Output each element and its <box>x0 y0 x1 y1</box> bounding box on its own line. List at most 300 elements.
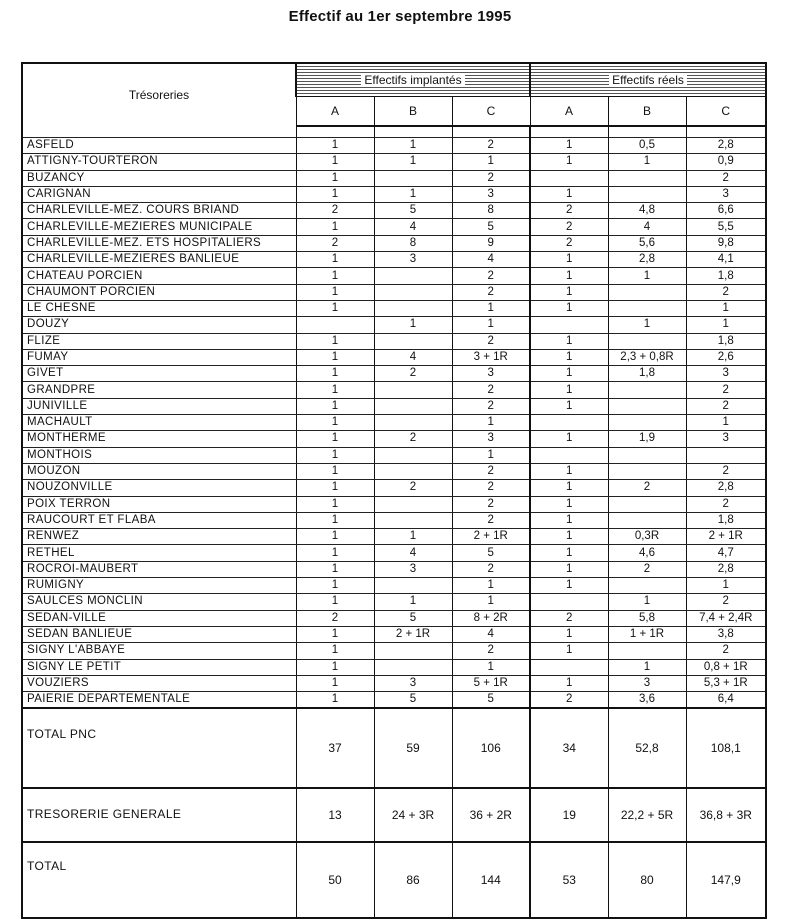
cell-value: 8 + 2R <box>452 610 530 626</box>
table-row <box>22 431 766 447</box>
cell-value: 1 <box>530 300 608 316</box>
table-row <box>22 186 766 202</box>
row-label: MONTHERME <box>22 431 296 447</box>
cell-value: 5 <box>374 692 452 709</box>
row-label: TOTAL <box>22 842 296 918</box>
cell-value <box>374 333 452 349</box>
row-label: RAUCOURT ET FLABA <box>22 512 296 528</box>
cell-value <box>530 659 608 675</box>
cell-value <box>608 284 686 300</box>
cell-value <box>608 300 686 316</box>
row-label: NOUZONVILLE <box>22 480 296 496</box>
cell-value: 2 <box>686 643 766 659</box>
staffing-table <box>21 62 767 919</box>
cell-value: 1 <box>608 268 686 284</box>
cell-value: 2 <box>452 398 530 414</box>
cell-value <box>374 659 452 675</box>
cell-value <box>608 643 686 659</box>
cell-value <box>608 447 686 463</box>
cell-value: 4 <box>374 545 452 561</box>
cell-value: 1 <box>296 692 374 709</box>
table-row <box>22 626 766 642</box>
page-title: Effectif au 1er septembre 1995 <box>288 8 512 25</box>
row-label: CHARLEVILLE-MEZ. ETS HOSPITALIERS <box>22 235 296 251</box>
cell-value <box>374 463 452 479</box>
row-label: RETHEL <box>22 545 296 561</box>
cell-value: 0,3R <box>608 529 686 545</box>
cell-value: 1 <box>296 284 374 300</box>
cell-value: 1 <box>296 512 374 528</box>
cell-value: 5 <box>374 203 452 219</box>
row-label: JUNIVILLE <box>22 398 296 414</box>
row-label: CHARLEVILLE-MEZ. COURS BRIAND <box>22 203 296 219</box>
col-header-implantes-c: C <box>452 97 530 127</box>
cell-value: 1 <box>530 349 608 365</box>
cell-value: 36 + 2R <box>452 788 530 842</box>
cell-value: 1 <box>530 252 608 268</box>
table-row <box>22 219 766 235</box>
cell-value: 1,8 <box>686 333 766 349</box>
cell-value: 2 <box>530 219 608 235</box>
cell-value: 5 <box>452 692 530 709</box>
cell-value: 1,8 <box>686 268 766 284</box>
table-row <box>22 333 766 349</box>
cell-value: 1 <box>530 398 608 414</box>
cell-value <box>608 415 686 431</box>
cell-value: 1 <box>530 463 608 479</box>
cell-value <box>374 284 452 300</box>
cell-value: 1 <box>452 659 530 675</box>
cell-value: 9,8 <box>686 235 766 251</box>
row-label: ATTIGNY-TOURTERON <box>22 154 296 170</box>
table-row <box>22 545 766 561</box>
cell-value: 108,1 <box>686 708 766 788</box>
cell-value: 1 <box>296 463 374 479</box>
row-label: LE CHESNE <box>22 300 296 316</box>
cell-value: 1 <box>296 496 374 512</box>
cell-value: 2,3 + 0,8R <box>608 349 686 365</box>
cell-value <box>374 643 452 659</box>
cell-value: 1 <box>530 496 608 512</box>
cell-value: 1 <box>530 284 608 300</box>
cell-value: 1 <box>296 675 374 691</box>
cell-value <box>374 512 452 528</box>
cell-value: 1 <box>530 512 608 528</box>
row-label: BUZANCY <box>22 170 296 186</box>
cell-value: 1 <box>530 529 608 545</box>
cell-value: 2 <box>686 496 766 512</box>
cell-value: 1 <box>530 480 608 496</box>
cell-value: 5 <box>452 219 530 235</box>
cell-value: 4,1 <box>686 252 766 268</box>
cell-value: 2 <box>608 561 686 577</box>
row-label: ROCROI-MAUBERT <box>22 561 296 577</box>
cell-value: 4 <box>452 252 530 268</box>
row-label: SAULCES MONCLIN <box>22 594 296 610</box>
row-label: FLIZE <box>22 333 296 349</box>
cell-value: 0,8 + 1R <box>686 659 766 675</box>
table-row <box>22 284 766 300</box>
cell-value: 1 <box>608 154 686 170</box>
row-label: PAIERIE DEPARTEMENTALE <box>22 692 296 709</box>
table-row <box>22 480 766 496</box>
cell-value: 1 <box>296 300 374 316</box>
cell-value: 1 <box>296 594 374 610</box>
cell-value: 0,9 <box>686 154 766 170</box>
cell-value: 5,5 <box>686 219 766 235</box>
cell-value: 2 <box>530 692 608 709</box>
tresoreries-header: Trésoreries <box>22 63 296 126</box>
row-label: MACHAULT <box>22 415 296 431</box>
cell-value: 13 <box>296 788 374 842</box>
col-header-reels-c: C <box>686 97 766 127</box>
row-label: SEDAN BANLIEUE <box>22 626 296 642</box>
cell-value: 5,6 <box>608 235 686 251</box>
cell-value: 2,8 <box>686 138 766 154</box>
table-row <box>22 317 766 333</box>
effectifs-implantes-header: Effectifs implantés <box>296 63 530 97</box>
col-header-reels-a: A <box>530 97 608 127</box>
table-row <box>22 138 766 154</box>
cell-value <box>608 382 686 398</box>
cell-value: 5 + 1R <box>452 675 530 691</box>
cell-value: 2 <box>374 366 452 382</box>
cell-value: 4 <box>374 349 452 365</box>
cell-value <box>530 317 608 333</box>
cell-value: 1 <box>686 300 766 316</box>
cell-value: 1 <box>608 317 686 333</box>
cell-value: 2 <box>296 610 374 626</box>
cell-value <box>530 447 608 463</box>
cell-value: 1 <box>374 186 452 202</box>
row-label: RENWEZ <box>22 529 296 545</box>
table-row <box>22 415 766 431</box>
cell-value: 1 <box>530 268 608 284</box>
cell-value: 1 <box>452 317 530 333</box>
row-label: CARIGNAN <box>22 186 296 202</box>
cell-value: 2 <box>608 480 686 496</box>
effectifs-reels-header: Effectifs réels <box>530 63 766 97</box>
col-header-reels-b: B <box>608 97 686 127</box>
table-row <box>22 203 766 219</box>
cell-value: 0,5 <box>608 138 686 154</box>
cell-value <box>608 512 686 528</box>
cell-value: 147,9 <box>686 842 766 918</box>
cell-value: 1 <box>296 659 374 675</box>
cell-value: 2 + 1R <box>686 529 766 545</box>
cell-value: 2,8 <box>686 561 766 577</box>
cell-value: 2 <box>452 512 530 528</box>
cell-value <box>530 415 608 431</box>
table-row <box>22 382 766 398</box>
cell-value <box>608 578 686 594</box>
table-row <box>22 235 766 251</box>
cell-value: 7,4 + 2,4R <box>686 610 766 626</box>
cell-value: 1,9 <box>608 431 686 447</box>
cell-value: 106 <box>452 708 530 788</box>
row-label: POIX TERRON <box>22 496 296 512</box>
cell-value <box>686 447 766 463</box>
cell-value: 3 <box>686 431 766 447</box>
cell-value: 1 <box>296 186 374 202</box>
cell-value: 52,8 <box>608 708 686 788</box>
total-row <box>22 708 766 788</box>
cell-value <box>608 496 686 512</box>
cell-value: 9 <box>452 235 530 251</box>
row-label: CHARLEVILLE-MEZIERES MUNICIPALE <box>22 219 296 235</box>
row-label: CHATEAU PORCIEN <box>22 268 296 284</box>
cell-value: 22,2 + 5R <box>608 788 686 842</box>
cell-value: 1 <box>296 138 374 154</box>
cell-value: 1 <box>374 594 452 610</box>
cell-value <box>374 447 452 463</box>
row-label: SIGNY LE PETIT <box>22 659 296 675</box>
cell-value: 1 <box>530 333 608 349</box>
cell-value: 2 <box>452 463 530 479</box>
table-row <box>22 610 766 626</box>
cell-value: 1 <box>296 268 374 284</box>
cell-value: 1 <box>296 333 374 349</box>
cell-value: 1 <box>296 154 374 170</box>
cell-value: 2 <box>452 561 530 577</box>
col-header-implantes-a: A <box>296 97 374 127</box>
cell-value <box>530 594 608 610</box>
total-row <box>22 842 766 918</box>
cell-value: 3 <box>686 186 766 202</box>
cell-value: 2 <box>296 203 374 219</box>
cell-value: 4 <box>374 219 452 235</box>
cell-value <box>374 496 452 512</box>
row-label: CHAUMONT PORCIEN <box>22 284 296 300</box>
cell-value: 2 <box>686 284 766 300</box>
table-row <box>22 675 766 691</box>
row-label: VOUZIERS <box>22 675 296 691</box>
cell-value: 1 <box>296 349 374 365</box>
cell-value: 24 + 3R <box>374 788 452 842</box>
cell-value <box>374 382 452 398</box>
cell-value: 1 <box>530 626 608 642</box>
cell-value: 1 <box>296 431 374 447</box>
cell-value: 4 <box>452 626 530 642</box>
table-row <box>22 692 766 709</box>
table-row <box>22 643 766 659</box>
table-row <box>22 268 766 284</box>
cell-value: 144 <box>452 842 530 918</box>
cell-value <box>608 463 686 479</box>
cell-value: 2 + 1R <box>374 626 452 642</box>
cell-value: 2,6 <box>686 349 766 365</box>
cell-value: 1 <box>530 382 608 398</box>
table-row <box>22 447 766 463</box>
table-row <box>22 496 766 512</box>
col-header-implantes-b: B <box>374 97 452 127</box>
cell-value: 6,6 <box>686 203 766 219</box>
cell-value: 1 <box>452 154 530 170</box>
cell-value: 1 <box>296 643 374 659</box>
cell-value: 5,3 + 1R <box>686 675 766 691</box>
cell-value: 2 <box>452 138 530 154</box>
cell-value: 3,8 <box>686 626 766 642</box>
row-label: GRANDPRE <box>22 382 296 398</box>
row-label: TOTAL PNC <box>22 708 296 788</box>
cell-value: 1 <box>296 545 374 561</box>
row-label: RUMIGNY <box>22 578 296 594</box>
cell-value: 5,8 <box>608 610 686 626</box>
cell-value: 2 <box>686 463 766 479</box>
cell-value: 1 <box>452 447 530 463</box>
cell-value: 3 <box>452 366 530 382</box>
cell-value <box>374 578 452 594</box>
cell-value: 1 <box>452 415 530 431</box>
cell-value: 5 <box>452 545 530 561</box>
row-label: SEDAN-VILLE <box>22 610 296 626</box>
cell-value: 1 <box>530 675 608 691</box>
cell-value: 1 <box>296 529 374 545</box>
cell-value: 3 <box>374 675 452 691</box>
cell-value: 1 <box>374 138 452 154</box>
cell-value <box>374 268 452 284</box>
cell-value: 3 <box>452 431 530 447</box>
cell-value: 1,8 <box>686 512 766 528</box>
cell-value: 1 <box>686 317 766 333</box>
cell-value: 4,7 <box>686 545 766 561</box>
cell-value <box>374 300 452 316</box>
cell-value: 1 <box>374 317 452 333</box>
spacer-row <box>22 126 766 138</box>
cell-value: 2 <box>686 382 766 398</box>
cell-value: 1 <box>296 219 374 235</box>
cell-value: 1 <box>296 170 374 186</box>
cell-value <box>374 415 452 431</box>
cell-value: 1 <box>452 594 530 610</box>
cell-value <box>608 186 686 202</box>
table-row <box>22 659 766 675</box>
cell-value: 2 <box>530 203 608 219</box>
cell-value: 53 <box>530 842 608 918</box>
cell-value: 4,8 <box>608 203 686 219</box>
cell-value: 4 <box>608 219 686 235</box>
cell-value: 2 <box>296 235 374 251</box>
cell-value: 1 <box>452 300 530 316</box>
cell-value: 1 <box>296 366 374 382</box>
row-label: CHARLEVILLE-MEZIERES BANLIEUE <box>22 252 296 268</box>
cell-value: 1 <box>296 415 374 431</box>
row-label: FUMAY <box>22 349 296 365</box>
cell-value: 2 <box>374 431 452 447</box>
row-label: GIVET <box>22 366 296 382</box>
table-row <box>22 463 766 479</box>
table-row <box>22 398 766 414</box>
cell-value: 1 <box>296 382 374 398</box>
cell-value: 19 <box>530 788 608 842</box>
cell-value: 1 <box>530 561 608 577</box>
cell-value: 1 <box>530 138 608 154</box>
cell-value: 1 <box>296 480 374 496</box>
cell-value: 50 <box>296 842 374 918</box>
table-body <box>22 126 766 918</box>
table-row <box>22 366 766 382</box>
cell-value: 3 <box>686 366 766 382</box>
cell-value: 86 <box>374 842 452 918</box>
table-row <box>22 529 766 545</box>
cell-value: 2,8 <box>686 480 766 496</box>
cell-value: 1 <box>296 561 374 577</box>
table-row <box>22 512 766 528</box>
cell-value <box>374 398 452 414</box>
table-row <box>22 594 766 610</box>
cell-value <box>608 170 686 186</box>
cell-value: 3 <box>374 252 452 268</box>
cell-value: 1 <box>530 366 608 382</box>
cell-value: 1 <box>374 154 452 170</box>
cell-value: 1 <box>686 415 766 431</box>
cell-value: 2 <box>452 333 530 349</box>
cell-value: 1 <box>530 186 608 202</box>
cell-value: 2 <box>452 268 530 284</box>
cell-value: 1 <box>296 398 374 414</box>
cell-value: 1 <box>530 578 608 594</box>
row-label: SIGNY L'ABBAYE <box>22 643 296 659</box>
cell-value: 1 <box>296 252 374 268</box>
cell-value <box>530 170 608 186</box>
cell-value: 1 <box>686 578 766 594</box>
cell-value: 1 <box>530 643 608 659</box>
table-row <box>22 252 766 268</box>
cell-value: 3,6 <box>608 692 686 709</box>
cell-value: 1 <box>374 529 452 545</box>
table-row <box>22 154 766 170</box>
cell-value: 3 <box>608 675 686 691</box>
row-label: ASFELD <box>22 138 296 154</box>
cell-value: 2 <box>452 170 530 186</box>
table-row <box>22 578 766 594</box>
row-label: MOUZON <box>22 463 296 479</box>
cell-value: 4,6 <box>608 545 686 561</box>
row-label: MONTHOIS <box>22 447 296 463</box>
cell-value: 2 <box>374 480 452 496</box>
cell-value: 1 <box>296 447 374 463</box>
cell-value: 1 <box>296 578 374 594</box>
cell-value <box>296 317 374 333</box>
total-row <box>22 788 766 842</box>
cell-value: 36,8 + 3R <box>686 788 766 842</box>
cell-value <box>608 333 686 349</box>
cell-value: 1 <box>530 431 608 447</box>
cell-value <box>608 398 686 414</box>
cell-value: 8 <box>452 203 530 219</box>
cell-value: 1 <box>530 154 608 170</box>
cell-value: 2 <box>452 480 530 496</box>
cell-value: 1 <box>530 545 608 561</box>
cell-value: 1 + 1R <box>608 626 686 642</box>
cell-value: 2,8 <box>608 252 686 268</box>
cell-value: 2 <box>686 170 766 186</box>
cell-value: 1 <box>452 578 530 594</box>
cell-value: 5 <box>374 610 452 626</box>
cell-value: 2 <box>452 643 530 659</box>
cell-value: 3 <box>374 561 452 577</box>
cell-value: 2 <box>452 284 530 300</box>
table-row <box>22 170 766 186</box>
cell-value: 3 <box>452 186 530 202</box>
cell-value: 1 <box>608 594 686 610</box>
row-label: TRESORERIE GENERALE <box>22 788 296 842</box>
cell-value: 1 <box>296 626 374 642</box>
cell-value: 2 <box>530 235 608 251</box>
cell-value: 2 <box>452 382 530 398</box>
cell-value: 80 <box>608 842 686 918</box>
cell-value: 1 <box>608 659 686 675</box>
